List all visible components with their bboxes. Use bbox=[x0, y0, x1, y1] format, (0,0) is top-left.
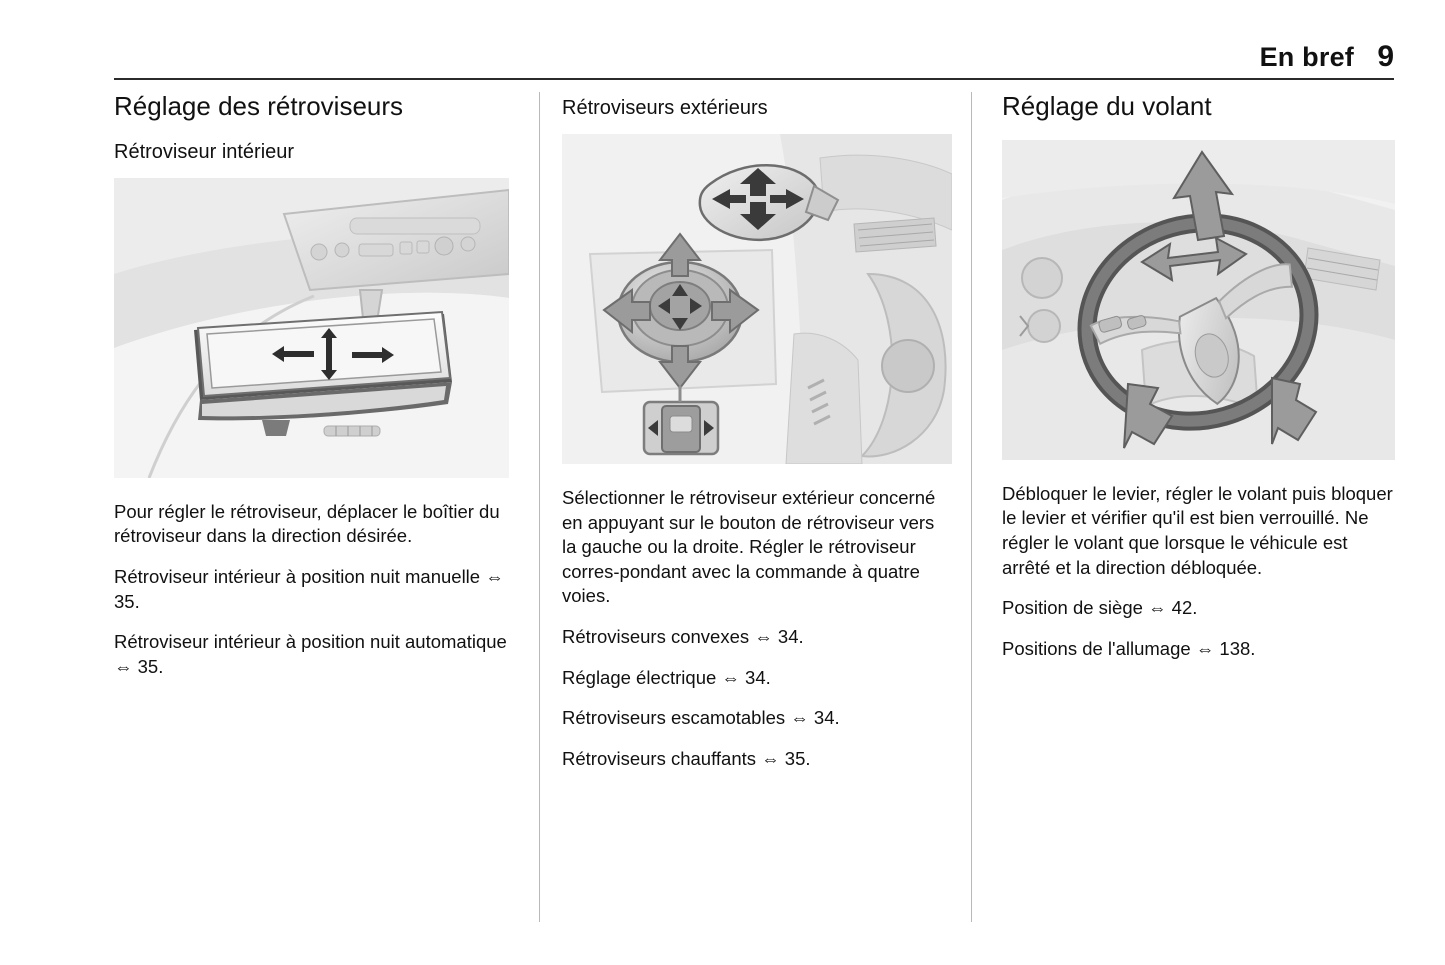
paragraph-folding-mirrors: Rétroviseurs escamotables ⇔ 34. bbox=[562, 707, 840, 729]
paragraph-wheel-unlock: Débloquer le levier, régler le volant puis bloquer le levier et vérifier qu'il est bien verrouillé. Ne régler le volant que lorsque le véhicule est arrêté et la direction débloquée. bbox=[1002, 482, 1393, 578]
page-header bbox=[114, 40, 1394, 80]
paragraph-auto-night-position: Rétroviseur intérieur à position nuit automatique ⇔ 35. bbox=[114, 631, 507, 677]
paragraph-electric-adjustment: Réglage électrique ⇔ 34. bbox=[562, 666, 771, 688]
page-number: 9 bbox=[1377, 40, 1394, 73]
header-inner bbox=[1260, 40, 1394, 74]
section-title-exterior-mirrors: Rétroviseurs extérieurs bbox=[562, 97, 768, 119]
column-exterior-mirrors bbox=[539, 92, 971, 922]
paragraph-exterior-select: Sélectionner le rétroviseur extérieur concerné en appuyant sur le bouton de rétroviseur vers la gauche ou la droite. Régler le rétroviseur corres-pondant avec la commande à quatre voies. bbox=[562, 487, 936, 607]
figure-exterior-mirror-control bbox=[562, 134, 952, 464]
section-title-mirror-adjustment: Réglage des rétroviseurs bbox=[114, 91, 404, 121]
column-steering-wheel bbox=[971, 92, 1396, 922]
section-title-steering-wheel: Réglage du volant bbox=[1002, 91, 1212, 121]
paragraph-ignition-positions-ref: Positions de l'allumage ⇔ 138. bbox=[1002, 637, 1256, 659]
content-columns bbox=[114, 92, 1396, 922]
paragraph-heated-mirrors: Rétroviseurs chauffants ⇔ 35. bbox=[562, 747, 811, 769]
paragraph-mirror-howto: Pour régler le rétroviseur, déplacer le boîtier du rétroviseur dans la direction désirée. bbox=[114, 500, 500, 547]
paragraph-manual-night-position: Rétroviseur intérieur à position nuit manuelle ⇔ 35. bbox=[114, 566, 504, 612]
column-mirror-adjustment bbox=[114, 92, 539, 922]
paragraph-convex-mirrors: Rétroviseurs convexes ⇔ 34. bbox=[562, 625, 804, 647]
paragraph-seat-position-ref: Position de siège ⇔ 42. bbox=[1002, 597, 1198, 619]
figure-steering-wheel bbox=[1002, 140, 1395, 460]
subsection-title-interior-mirror: Rétroviseur intérieur bbox=[114, 140, 295, 163]
figure-interior-mirror bbox=[114, 178, 509, 478]
page-title: En bref bbox=[1259, 42, 1354, 72]
